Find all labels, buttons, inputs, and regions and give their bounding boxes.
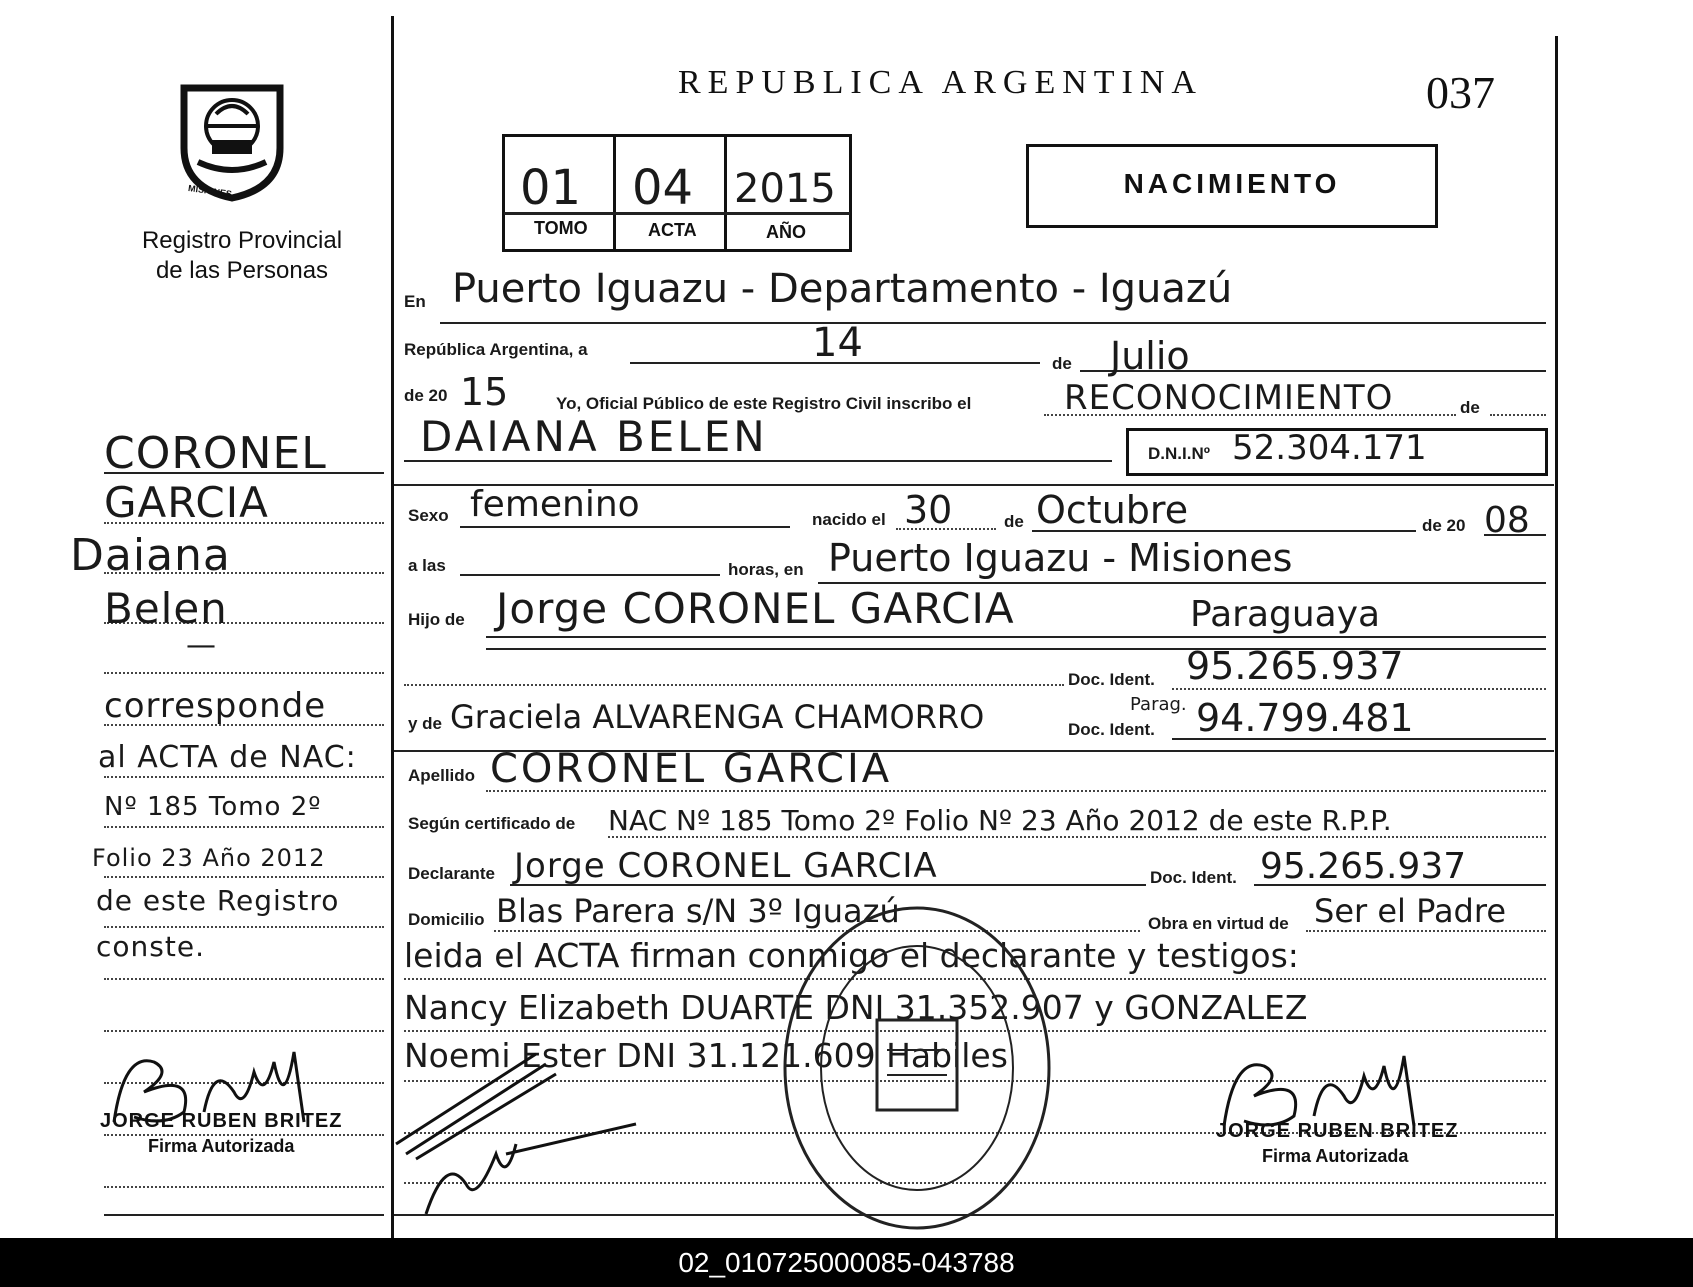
margin-note-line: conste. bbox=[96, 930, 205, 963]
margin-note-line: Nº 185 Tomo 2º bbox=[104, 792, 322, 822]
birth-day: 30 bbox=[904, 488, 953, 532]
father-line bbox=[486, 636, 1546, 638]
birth-place: Puerto Iguazu - Misiones bbox=[828, 536, 1293, 580]
act-type: NACIMIENTO bbox=[1123, 168, 1341, 199]
margin-given-1: Daiana bbox=[70, 530, 231, 581]
mother-name: Graciela ALVARENGA CHAMORRO bbox=[450, 698, 985, 736]
de-end-line bbox=[1490, 414, 1546, 416]
margin-note-line: de este Registro bbox=[96, 884, 340, 917]
domicilio-label: Domicilio bbox=[408, 910, 485, 929]
sexo-label: Sexo bbox=[408, 506, 449, 525]
father-doc-dots bbox=[404, 684, 1064, 686]
declarante-value: Jorge CORONEL GARCIA bbox=[514, 846, 938, 886]
margin-line bbox=[104, 672, 384, 674]
margin-line bbox=[104, 1186, 384, 1188]
declarante-label: Declarante bbox=[408, 864, 495, 883]
record-box-divider bbox=[724, 136, 727, 250]
father-doc-label: Doc. Ident. bbox=[1068, 670, 1155, 689]
hijo-label: Hijo de bbox=[408, 610, 465, 629]
declarante-doc-label: Doc. Ident. bbox=[1150, 868, 1237, 887]
acta-value: 04 bbox=[632, 160, 694, 216]
domicilio-value: Blas Parera s/N 3º Iguazú bbox=[496, 892, 900, 930]
en-value: Puerto Iguazu - Departamento - Iguazú bbox=[452, 266, 1233, 312]
right-signer-name: JORGE RUBEN BRITEZ bbox=[1216, 1120, 1459, 1142]
month-value: Julio bbox=[1110, 334, 1190, 378]
alas-line bbox=[460, 574, 720, 576]
birth-month: Octubre bbox=[1036, 488, 1189, 532]
margin-surname-1: CORONEL bbox=[104, 428, 327, 479]
year-value: 15 bbox=[460, 370, 509, 414]
anio-label: AÑO bbox=[766, 222, 806, 242]
obra-label: Obra en virtud de bbox=[1148, 914, 1289, 933]
obra-value: Ser el Padre bbox=[1314, 892, 1506, 930]
father-name: Jorge CORONEL GARCIA bbox=[496, 584, 1015, 633]
father-nationality: Paraguaya bbox=[1190, 594, 1381, 635]
de20-label: de 20 bbox=[404, 386, 448, 405]
inscribo-value: RECONOCIMIENTO bbox=[1064, 378, 1394, 418]
sexo-value: femenino bbox=[470, 484, 640, 525]
margin-given-2: Belen bbox=[104, 584, 228, 633]
de-end-label: de bbox=[1460, 398, 1480, 417]
margin-surname-2: GARCIA bbox=[104, 478, 269, 527]
margin-line bbox=[104, 978, 384, 980]
de2000-label: de 20 bbox=[1422, 516, 1466, 535]
text-leida: leida el ACTA firman conmigo el declarante y testigos: bbox=[404, 936, 1299, 975]
registrant-name: DAIANA BELEN bbox=[420, 412, 768, 461]
birth-year: 08 bbox=[1484, 500, 1530, 541]
horas-label: horas, en bbox=[728, 560, 804, 579]
registry-name bbox=[118, 226, 366, 286]
anio-value: 2015 bbox=[734, 166, 836, 212]
country-title: REPUBLICA ARGENTINA bbox=[678, 64, 1203, 101]
father-doc-line bbox=[1172, 688, 1546, 690]
barcode-text: 02_010725000085-043788 bbox=[678, 1247, 1015, 1278]
father-doc: 95.265.937 bbox=[1186, 644, 1404, 688]
margin-line bbox=[104, 826, 384, 828]
margin-line bbox=[104, 876, 384, 878]
record-box-divider bbox=[613, 136, 616, 250]
text-testigo1: Nancy Elizabeth DUARTE DNI 31.352.907 y GONZALEZ bbox=[404, 988, 1308, 1027]
declarante-doc: 95.265.937 bbox=[1260, 846, 1467, 887]
footer-strip bbox=[0, 1238, 1693, 1287]
tomo-value: 01 bbox=[520, 160, 582, 216]
mother-doc-label: Doc. Ident. bbox=[1068, 720, 1155, 739]
segun-value: NAC Nº 185 Tomo 2º Folio Nº 23 Año 2012 de este R.P.P. bbox=[608, 804, 1392, 837]
mother-doc: 94.799.481 bbox=[1196, 696, 1414, 740]
margin-line bbox=[104, 776, 384, 778]
alas-label: a las bbox=[408, 556, 446, 575]
margin-note-line: corresponde bbox=[104, 686, 327, 726]
margin-line bbox=[104, 926, 384, 928]
left-signer-name: JORGE RUBEN BRITEZ bbox=[100, 1110, 343, 1132]
right-signer-role: Firma Autorizada bbox=[1262, 1146, 1409, 1166]
dni-value: 52.304.171 bbox=[1232, 428, 1427, 468]
republica-label: República Argentina, a bbox=[404, 340, 588, 359]
registry-line1: Registro Provincial bbox=[141, 227, 343, 254]
tomo-label: TOMO bbox=[534, 218, 588, 238]
acta-label: ACTA bbox=[648, 220, 697, 240]
official-stamp-icon bbox=[776, 900, 1058, 1236]
en-line bbox=[440, 322, 1546, 324]
en-label: En bbox=[404, 292, 426, 311]
apellido-value: CORONEL GARCIA bbox=[490, 746, 893, 792]
frame-right-border bbox=[1555, 36, 1558, 1238]
dni-label: D.N.I.Nº bbox=[1148, 444, 1210, 463]
segun-label: Según certificado de bbox=[408, 814, 576, 833]
sexo-line bbox=[460, 526, 790, 528]
birth-year-line bbox=[1484, 534, 1546, 536]
ydeb-label: y de bbox=[408, 714, 443, 733]
margin-dash: — bbox=[186, 628, 217, 663]
mother-nationality: Parag. bbox=[1130, 694, 1187, 715]
registry-line2: de las Personas bbox=[155, 257, 329, 284]
obra-line bbox=[1306, 930, 1546, 932]
witness-signature-icon bbox=[386, 1034, 646, 1234]
margin-line bbox=[104, 1214, 384, 1216]
left-signer-role: Firma Autorizada bbox=[148, 1136, 295, 1156]
seal-caption: MISIONES bbox=[187, 182, 233, 200]
text-testigo2: Noemi Ester DNI 31.121.609 Habiles bbox=[404, 1036, 1008, 1075]
margin-note-line: al ACTA de NAC: bbox=[98, 740, 357, 775]
de-label: de bbox=[1052, 354, 1072, 373]
page-number: 037 bbox=[1426, 67, 1495, 118]
yo-label: Yo, Oficial Público de este Registro Civil inscribo el bbox=[556, 394, 972, 413]
day-value: 14 bbox=[812, 320, 863, 366]
nacido-label: nacido el bbox=[812, 510, 886, 529]
birth-de-label: de bbox=[1004, 512, 1024, 531]
margin-note-line: Folio 23 Año 2012 bbox=[92, 844, 326, 872]
apellido-label: Apellido bbox=[408, 766, 476, 785]
